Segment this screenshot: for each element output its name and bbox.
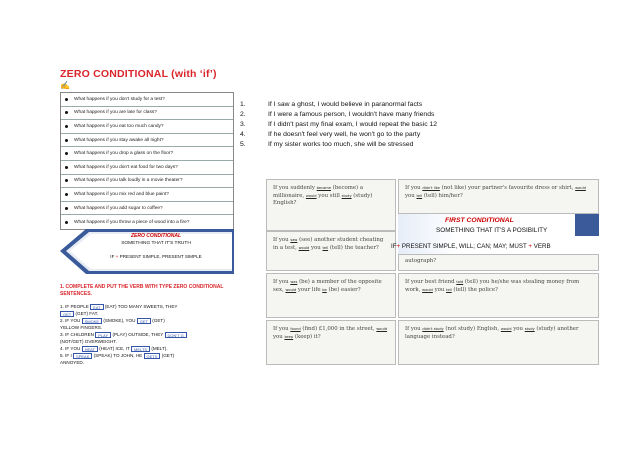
- line-text: (GET) FAT.: [75, 311, 99, 316]
- bullet-icon: [65, 193, 68, 196]
- card-text: your life: [297, 286, 321, 293]
- line-text: YELLOW FINGERS.: [60, 325, 103, 330]
- card-text: (tell) you he/she was stealing money from work,: [405, 279, 580, 293]
- handwritten-answer: would: [500, 327, 512, 331]
- bullet-icon: [65, 111, 68, 114]
- verb-select[interactable]: EAT: [90, 304, 103, 310]
- exercise-line: [60, 331, 235, 338]
- formula-present-simple: PRESENT SIMPLE: [401, 243, 456, 250]
- line-text: 5. IF I: [60, 353, 72, 358]
- exercise-line: [60, 324, 235, 331]
- line-text: 4. IF YOU: [60, 346, 81, 351]
- card-text: (become) a millionaire,: [273, 185, 364, 199]
- question-text: What happens if you talk loudly in a movie theater?: [74, 178, 183, 184]
- question-row: [61, 215, 233, 229]
- question-card: [266, 273, 396, 318]
- handwritten-answer: told: [456, 280, 464, 284]
- formula-present-simple: PRESENT SIMPLE: [119, 254, 160, 259]
- handwritten-answer: didn't like: [422, 186, 440, 190]
- exercise-line: [60, 352, 235, 359]
- handwritten-answer: keep: [284, 334, 294, 339]
- card-text: you: [405, 192, 415, 199]
- card-text: (be) a member of the opposite sex,: [273, 279, 382, 293]
- formula-if: IF: [391, 243, 397, 250]
- handwritten-answer: study: [341, 193, 352, 198]
- line-text: 1. IF PEOPLE: [60, 304, 89, 309]
- card-text: you: [434, 286, 445, 293]
- verb-select[interactable]: HEAT: [82, 346, 98, 352]
- zero-conditional-title: [60, 68, 217, 80]
- first-conditional-subtitle: SOMETHING THAT IT'S A POSIBILITY: [436, 227, 548, 234]
- handwritten-answer: would: [298, 245, 310, 250]
- handwritten-answer: be: [322, 287, 327, 292]
- line-text: ANNOYED.: [60, 360, 84, 365]
- handwritten-answer: became: [316, 186, 331, 190]
- exercise-line: [60, 310, 235, 317]
- handwritten-answer: didn't study: [422, 327, 444, 331]
- card-text: (find) £1,000 in the street,: [302, 326, 375, 332]
- card-text: you: [310, 244, 321, 251]
- handwritten-answer: would: [305, 193, 317, 198]
- verb-select[interactable]: GETS: [144, 353, 161, 359]
- item-text: If I saw a ghost, I would believe in paranormal facts: [268, 101, 423, 108]
- formula-verb: VERB: [533, 243, 551, 250]
- card-text: you still: [318, 192, 340, 199]
- item-number: 2.: [240, 111, 246, 119]
- question-card: [398, 254, 599, 271]
- item-number: 3.: [240, 121, 246, 129]
- item-number: 5.: [240, 141, 246, 149]
- question-card: [266, 231, 396, 271]
- item-text: If he doesn't feel very well, he won't go to the party: [268, 131, 421, 139]
- question-row: [61, 120, 233, 134]
- handwritten-answer: was: [290, 280, 298, 284]
- banner-formula: [86, 254, 226, 259]
- list-item: [240, 140, 437, 150]
- question-row: [61, 134, 233, 148]
- question-card: [398, 320, 599, 365]
- bullet-icon: [65, 166, 68, 169]
- bullet-icon: [65, 139, 68, 142]
- verb-select[interactable]: DON'T G: [165, 332, 187, 338]
- exercise-lines: [60, 303, 235, 366]
- card-text: If you suddenly: [273, 185, 315, 191]
- question-row: [61, 175, 233, 189]
- card-text: If you: [405, 326, 421, 332]
- question-text: What happens if you add sugar to coffee?: [74, 205, 163, 211]
- item-number: 1.: [240, 101, 246, 108]
- scribble-mark: ✍: [60, 81, 70, 90]
- question-text: What happens if you eat too much candy?: [74, 123, 164, 129]
- formula-comma: ,: [159, 254, 161, 259]
- question-text: What happens if you don't study for a test?: [74, 96, 165, 102]
- formula-plus: +: [528, 243, 533, 250]
- question-row: [61, 202, 233, 216]
- banner-subtitle: SOMETHING THAT IT'S TRUTH: [121, 241, 191, 246]
- first-conditional-formula: [391, 243, 551, 250]
- line-text: (SPEAK) TO JOHN, HE: [93, 353, 143, 358]
- question-card: [398, 179, 599, 214]
- handwritten-answer: would: [575, 186, 586, 190]
- handwritten-answer: saw: [290, 238, 298, 242]
- list-item: [240, 110, 437, 120]
- card-text: (see) another student cheating in a test,: [273, 237, 384, 251]
- exercise-line: [60, 359, 235, 366]
- question-text: What happens if you drop a glass on the floor?: [74, 151, 174, 157]
- line-text: (PLAY) OUTSIDE, THEY: [112, 332, 164, 337]
- question-list: [60, 92, 234, 230]
- line-text: (GET): [161, 353, 175, 358]
- line-text: (NOT/GET) OVERWEIGHT.: [60, 339, 117, 344]
- banner-stripe: [575, 214, 599, 236]
- exercise-line: [60, 345, 235, 352]
- card-text: If you: [273, 326, 289, 332]
- line-text: 3. IF CHILDREN: [60, 332, 94, 337]
- bullet-icon: [65, 207, 68, 210]
- line-text: (SMOKE), YOU: [103, 318, 136, 323]
- question-row: [61, 93, 233, 107]
- exercise-line: [60, 303, 235, 310]
- card-text: If you: [405, 185, 421, 191]
- question-text: What happens if you don't eat food for two days?: [74, 164, 178, 170]
- card-text: (be) easier?: [328, 286, 361, 293]
- line-text: (EAT) TOO MANY SWEETS, THEY: [104, 304, 178, 309]
- banner-title: ZERO CONDITIONAL: [131, 233, 181, 239]
- verb-select[interactable]: GET: [60, 311, 74, 317]
- formula-if: IF: [110, 254, 115, 259]
- question-row: [61, 147, 233, 161]
- verb-select[interactable]: GET: [137, 318, 151, 324]
- handwritten-answer: tell: [322, 245, 329, 250]
- handwritten-answer: study: [524, 327, 535, 331]
- bullet-icon: [65, 125, 68, 128]
- bullet-icon: [65, 98, 68, 101]
- item-text: If I were a famous person, I wouldn't have many friends: [268, 111, 435, 119]
- list-item: [240, 130, 437, 140]
- line-text: (MELT).: [151, 346, 168, 351]
- card-text: (study) another language instead?: [405, 326, 579, 340]
- bullet-icon: [65, 179, 68, 182]
- formula-modals: WILL; CAN; MAY; MUST: [458, 243, 527, 250]
- handwritten-answer: would: [285, 287, 297, 292]
- formula-present-simple-2: PRESENT SIMPLE: [161, 254, 202, 259]
- formula-plus: +: [115, 254, 119, 259]
- item-number: 4.: [240, 131, 246, 139]
- first-conditional-title: FIRST CONDITIONAL: [445, 217, 514, 224]
- card-text: (keep) it?: [294, 333, 321, 340]
- question-card: [398, 273, 599, 318]
- formula-comma: ,: [455, 243, 458, 250]
- sentence-list: [240, 100, 437, 150]
- exercise-line: [60, 338, 235, 345]
- verb-select[interactable]: MELTS: [131, 346, 150, 352]
- bullet-icon: [65, 152, 68, 155]
- handwritten-answer: tell: [446, 287, 452, 292]
- card-text: you: [513, 326, 523, 332]
- list-item: [240, 120, 437, 130]
- card-text: (tell) the police?: [453, 286, 498, 293]
- card-text: (tell) the teacher?: [329, 244, 379, 251]
- zero-conditional-title-tag: (with ‘if’): [171, 68, 217, 80]
- handwritten-answer: would: [422, 287, 433, 292]
- question-card: [266, 179, 396, 231]
- item-text: If I didn't past my final exam, I would repeat the basic 12: [268, 121, 438, 129]
- bullet-icon: [65, 221, 68, 224]
- question-card: [266, 320, 396, 365]
- card-text: you: [273, 333, 283, 340]
- question-text: What happens if you mix red and blue paint?: [74, 191, 169, 197]
- line-text: (HEAT) ICE, IT: [99, 346, 130, 351]
- handwritten-answer: would: [376, 327, 388, 331]
- card-text: autograph?: [405, 258, 437, 264]
- item-text: If my sister works too much, she will be stressed: [268, 141, 414, 149]
- card-text: If your best friend: [405, 279, 455, 285]
- question-row: [61, 188, 233, 202]
- verb-select[interactable]: PLAY: [95, 332, 111, 338]
- question-text: What happens if you are late for class?: [74, 110, 157, 116]
- verb-select[interactable]: SPEAK: [73, 353, 92, 359]
- exercise-line: [60, 317, 235, 324]
- handwritten-answer: tell: [416, 193, 423, 198]
- question-text: What happens if you stay awake all night?: [74, 137, 164, 143]
- list-item: [240, 100, 437, 110]
- card-text: If you: [273, 279, 289, 285]
- question-row: [61, 107, 233, 121]
- zero-conditional-title-text: ZERO CONDITIONAL: [60, 68, 169, 80]
- handwritten-answer: found: [290, 327, 301, 331]
- exercise-heading: 1. COMPLETE AND PUT THE VERB WITH TYPE ZERO CONDITIONAL SENTENCES.: [60, 284, 224, 297]
- card-text: (tell) him/her?: [423, 192, 463, 199]
- line-text: 2. IF YOU: [60, 318, 81, 323]
- card-text: If you: [273, 237, 289, 243]
- question-text: What happens if you throw a piece of wood into a fire?: [74, 219, 190, 225]
- question-row: [61, 161, 233, 175]
- formula-plus: +: [396, 243, 401, 250]
- card-text: (not study) English,: [445, 326, 500, 332]
- line-text: (GET): [152, 318, 165, 323]
- verb-select[interactable]: SMOKE: [82, 318, 102, 324]
- card-text: (study) English?: [273, 192, 373, 207]
- card-text: (not like) your partner's favourite dress or shirt,: [441, 185, 574, 191]
